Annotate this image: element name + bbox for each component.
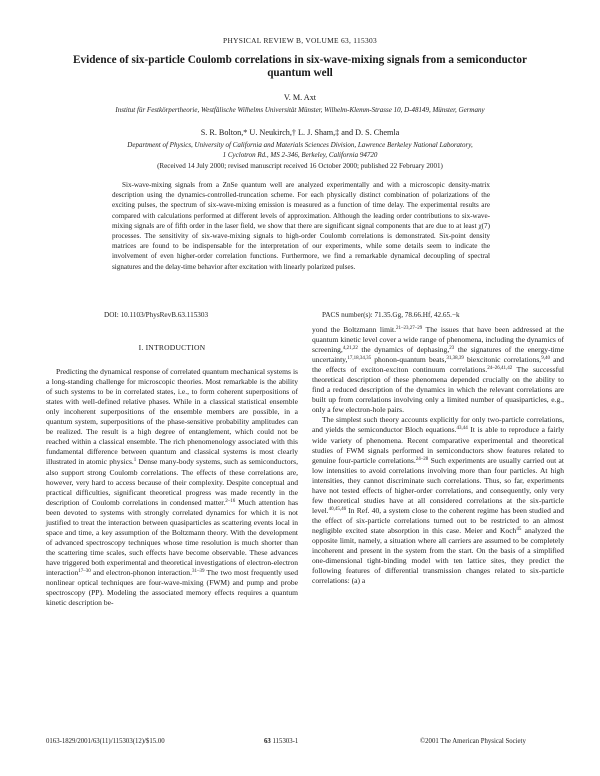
journal-header: PHYSICAL REVIEW B, VOLUME 63, 115303 bbox=[223, 36, 377, 45]
footer-page: 115303-1 bbox=[270, 738, 299, 745]
text-run: biexcitonic correlations, bbox=[463, 355, 542, 365]
citation: 24–28 bbox=[415, 456, 429, 462]
text-run: phonon-quantum beats, bbox=[371, 355, 447, 365]
text-run: The successful theoretical description of these phenomena depended crucially on the ability to find a reduced description of the dynamics in which the relevant correlations are built up from correlations involving only a limited number of quasiparticles, e.g., only a few electron-hole pairs. bbox=[312, 365, 564, 415]
text-run: The two most frequently used nonlinear optical techniques are four-wave-mixing (FWM) and pump and probe spectroscopy (PP). Modeling the associated memory effects requires a quantum kinetic description be- bbox=[46, 567, 298, 608]
doi: DOI: 10.1103/PhysRevB.63.115303 bbox=[104, 311, 209, 319]
text-run: yond the Boltzmann limit. bbox=[312, 325, 397, 334]
citation: 2–16 bbox=[225, 498, 236, 504]
section-heading: I. INTRODUCTION bbox=[138, 343, 206, 352]
citation: 4,21,22 bbox=[342, 346, 358, 352]
footer-issn: 0163-1829/2001/63(11)/115303(12)/$15.00 bbox=[46, 738, 165, 745]
footer-volume: 63 bbox=[264, 738, 271, 745]
received-dates: (Received 14 July 2000; revised manuscript received 16 October 2000; published 22 February 2001) bbox=[157, 162, 443, 170]
intro-paragraph-2 bbox=[312, 415, 564, 586]
citation: 31,38,39 bbox=[446, 356, 464, 362]
citation: 24–26,41,42 bbox=[487, 366, 513, 372]
text-run: Much attention has been devoted to systems with strongly correlated dynamics for which it is not justified to treat the interaction between quasiparticles as scattering events local in space and time, a key assumption of the Boltzmann theory. With the development of advanced spectroscopy techniques whose time resolution is much shorter than the scattering time scales, such effects have become observable. These advances have triggered both experimental and theoretical investigations of electron-electron interaction bbox=[46, 497, 299, 577]
author-line-2: S. R. Bolton,* U. Neukirch,† L. J. Sham,‡ and D. S. Chemla bbox=[200, 128, 400, 137]
text-run: analyzed the opposite limit, namely, a situation where all carriers are assumed to be completely incoherent and present in the system from the start. On the basis of a simplified one-dimensional tight-binding model with ten lattice sites, they predict the following features of differential transmission changes related to six-particle correlations: (a) a bbox=[312, 525, 564, 586]
text-run: Dense many-body systems, such as semiconductors, also support strong Coulomb correlations. The effects of these correlations are, however, very hard to access because of their complexity. Despite conceptual and practical difficulties, significant theoretical progress was made recently in the description of Coulomb correlations in condensed matter. bbox=[46, 457, 298, 507]
citation: 40,45,46 bbox=[328, 506, 347, 512]
text-run: It is able to reproduce a fairly wide variety of phenomena. Recent comparative experimental and theoretical studies of FWM signals performed in semiconductors show features related to genuine four-particle correlations. bbox=[312, 425, 564, 465]
intro-paragraph-1 bbox=[46, 367, 298, 608]
citation: 17–30 bbox=[78, 568, 91, 574]
intro-paragraph-1-continued bbox=[312, 325, 564, 415]
citation: 43,44 bbox=[456, 426, 468, 432]
citation: 21–23,27–29 bbox=[396, 326, 423, 331]
author-line-1: V. M. Axt bbox=[283, 93, 317, 102]
citation: 9,40 bbox=[541, 356, 550, 362]
text-run: The issues that have been addressed at the quantum kinetic level cover a wide range of phenomena, including the dynamics of screening, bbox=[312, 325, 564, 355]
text-run: the dynamics of dephasing, bbox=[357, 345, 450, 355]
affiliation-2-line-1: Department of Physics, University of California and Materials Sciences Division, Lawrence Berkeley National Laboratory, bbox=[127, 141, 473, 149]
citation: 45 bbox=[516, 526, 522, 532]
affiliation-1: Institut für Festkörpertheorie, Westfälische Wilhelms Universität Münster, Wilhelm-Klemm-Strasse 10, D-48149, Münster, Germany bbox=[115, 106, 485, 114]
text-run: Such experiments are usually carried out at low intensities to avoid correlations involving more than four particles. At high intensities, they cannot discriminate such correlations. Thus, so far, experiments have not tested effects of higher-order correlations, and consequently, only very few theoretical studies have at all considered correlations at the six-particle level. bbox=[312, 455, 565, 515]
citation: 17,18,34,35 bbox=[347, 356, 372, 362]
citation: 1 bbox=[133, 458, 137, 464]
text-run: In Ref. 40, a system close to the coherent regime has been studied and the effect of six-particle correlations turned out to be restricted to an almost negligible excited state absorption in this case. Meier and Koch bbox=[312, 505, 564, 535]
affiliation-2 bbox=[60, 140, 540, 160]
citation: 23 bbox=[449, 346, 455, 352]
pacs-numbers: PACS number(s): 71.35.Gg, 78.66.Hf, 42.65.−k bbox=[322, 311, 460, 319]
text-run: The simplest such theory accounts explicitly for only two-particle correlations, and yields the semiconductor Bloch equations. bbox=[312, 415, 564, 435]
footer-page-number bbox=[264, 738, 298, 745]
affiliation-2-line-2: 1 Cyclotron Rd., MS 2-346, Berkeley, California 94720 bbox=[222, 151, 378, 159]
text-run: the signatures of the energy-time uncertainty, bbox=[312, 345, 564, 365]
text-run: and the effects of exciton-exciton continuum correlations. bbox=[312, 355, 564, 375]
text-run: and electron-phonon interaction. bbox=[90, 567, 192, 577]
left-column bbox=[46, 325, 298, 608]
right-column bbox=[312, 325, 564, 586]
paper-title: Evidence of six-particle Coulomb correlations in six-wave-mixing signals from a semiconductor quantum well bbox=[73, 54, 527, 79]
citation: 31–39 bbox=[191, 568, 205, 574]
abstract: Six-wave-mixing signals from a ZnSe quantum well are analyzed experimentally and with a microscopic density-matrix description using the dynamics-controlled-truncation scheme. For each physically distinct combination of polarizations of the exciting pulses, the spectrum of six-wave-mixing emission is measured as a function of time delay. The experimental results are compared with calculations performed at different levels of approximation. Although the leading order contributions to six-wave-mixing signals are of fifth order in the laser field, we show that there are significant signal components that are due to at least χ(7) processes. The sensitivity of six-wave-mixing signals to high-order Coulomb correlations is demonstrated. Six-point density matrices are found to be indispensable for the interpretation of our experiments, while some details seem to indicate the involvement of even higher-order correlation functions. Furthermore, we find a remarkable dynamical decoupling of spectral signatures and the delay-time behavior after excitation with linearly polarized pulses. bbox=[112, 181, 490, 271]
text-run: Predicting the dynamical response of correlated quantum mechanical systems is a long-standing challenge for microscopic theories. Most remarkable is the ability of such systems to be in correlated states, i.e., to form coherent superpositions of states with well-defined relative phases. While in a classical statistical ensemble only incoherent superpositions of the ensemble members are possible, in a quantum system, superpositions of the phase-sensitive probability amplitudes can be realized. The result is a high degree of entanglement, which could not be reached within a classical ensemble. The rich phenomenology associated with this fundamental difference between quantum and classical systems is most clearly illustrated in atomic physics. bbox=[46, 367, 298, 467]
footer-copyright: ©2001 The American Physical Society bbox=[420, 738, 526, 745]
